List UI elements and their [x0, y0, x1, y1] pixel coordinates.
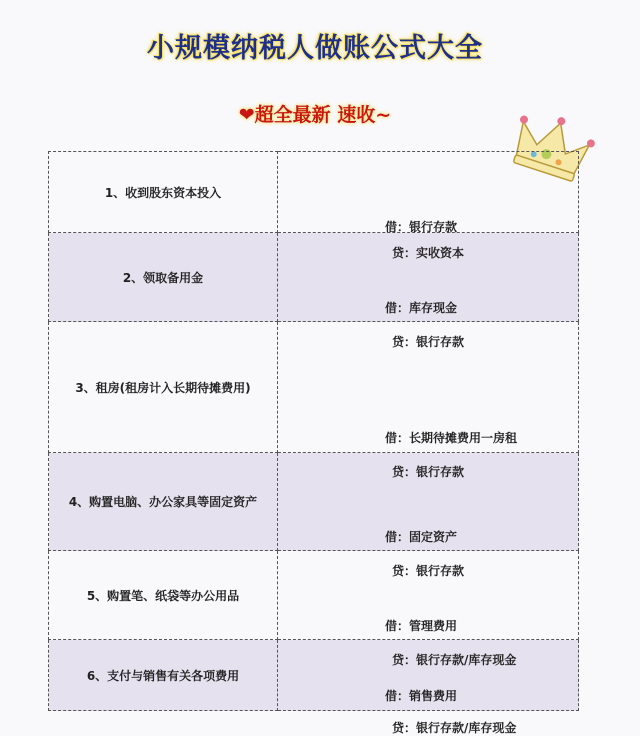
item-cell: 3、租房(租房计入长期待摊费用) — [49, 322, 278, 453]
table-row — [49, 551, 579, 640]
credit-line: 贷：银行存款 — [392, 465, 465, 479]
debit-line: 借：银行存款 — [385, 220, 458, 234]
debit-line: 借：管理费用 — [385, 619, 458, 633]
credit-line: 贷：银行存款/库存现金 — [392, 721, 517, 735]
item-cell: 1、收到股东资本投入 — [49, 152, 278, 233]
table-row — [49, 233, 579, 322]
page-subtitle: ❤超全最新 速收~ — [238, 104, 392, 126]
credit-line: 贷：银行存款/库存现金 — [392, 653, 517, 667]
table-row — [49, 152, 579, 233]
page-title: 小规模纳税人做账公式大全 — [147, 33, 483, 64]
credit-line: 贷：银行存款 — [392, 563, 465, 578]
credit-line: 贷：银行存款 — [392, 335, 465, 349]
entry-cell — [278, 152, 579, 260]
debit-line: 借：长期待摊费用一房租 — [385, 431, 518, 445]
item-cell: 5、购置笔、纸袋等办公用品 — [49, 551, 278, 640]
table-row — [49, 453, 579, 551]
item-cell: 4、购置电脑、办公家具等固定资产 — [49, 453, 278, 551]
entries-table — [48, 151, 579, 735]
debit-line: 借：销售费用 — [385, 689, 458, 703]
credit-line: 贷：实收资本 — [392, 246, 465, 260]
table-row — [49, 322, 579, 453]
debit-line: 借：固定资产 — [385, 529, 458, 544]
item-cell: 6、支付与销售有关各项费用 — [49, 640, 278, 711]
debit-line: 借：库存现金 — [385, 301, 458, 315]
item-cell: 2、领取备用金 — [49, 233, 278, 322]
